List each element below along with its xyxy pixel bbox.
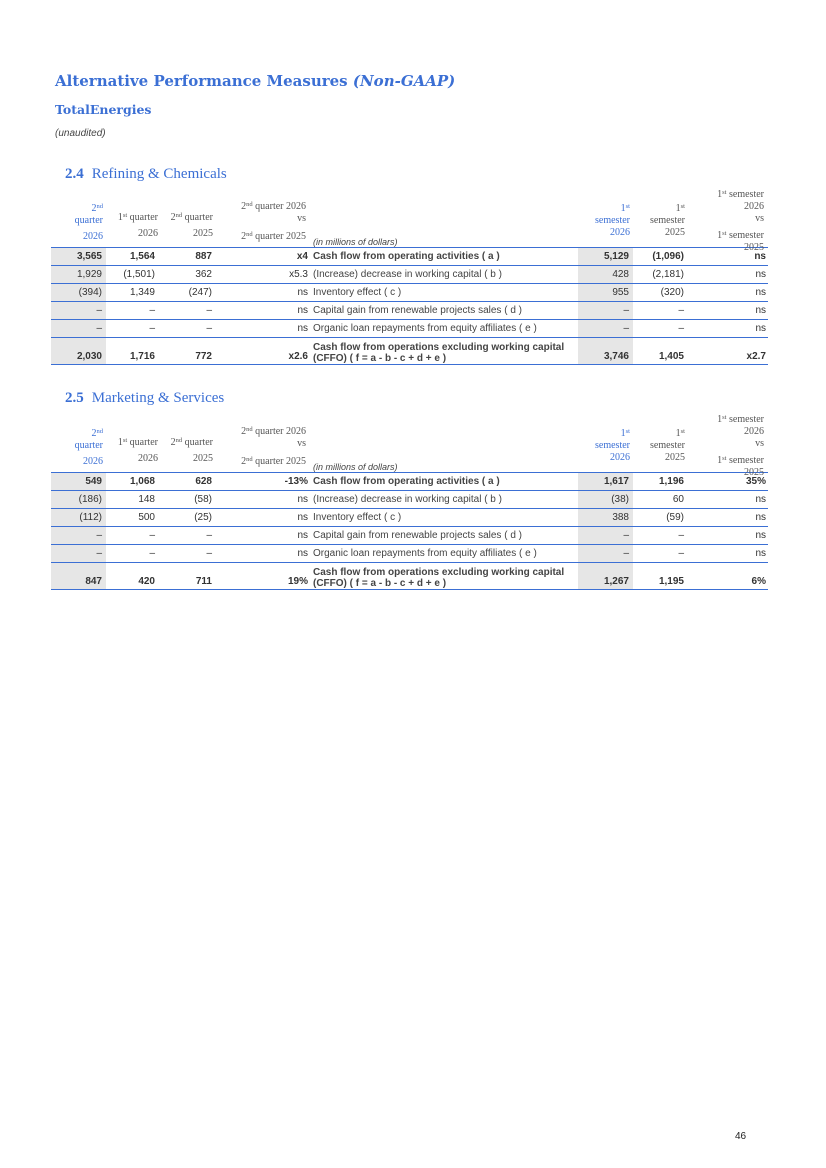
units-label: (in millions of dollars) [313, 237, 398, 247]
section-title [65, 390, 224, 407]
cell-s1-2025: (320) [660, 287, 684, 298]
cell-s1-2025: – [678, 323, 684, 334]
page-title-italic: (Non-GAAP) [352, 72, 456, 90]
cell-semester-variation: ns [755, 269, 766, 280]
table-header [51, 414, 768, 478]
row-label: Organic loan repayments from equity affiliates ( e ) [313, 323, 537, 334]
cell-q1-2026: – [149, 530, 155, 541]
cell-semester-variation: ns [754, 251, 766, 262]
table-row [51, 545, 768, 563]
cell-semester-variation: ns [755, 512, 766, 523]
cell-q1-2026: 420 [138, 576, 155, 587]
cell-semester-variation: ns [755, 548, 766, 559]
cell-s1-2026: 1,617 [578, 473, 633, 490]
table-row [51, 509, 768, 527]
col-quarter-variation-header: 2nd quarter 2026 vs 2nd quarter 2025 [241, 201, 306, 242]
table-row [51, 473, 768, 491]
col-q1-2026-header: 1st quarter 2026 [117, 437, 158, 464]
units-label: (in millions of dollars) [313, 462, 398, 472]
cell-s1-2025: – [678, 530, 684, 541]
row-label: Inventory effect ( c ) [313, 512, 402, 523]
cell-s1-2026: – [578, 545, 633, 562]
cell-q2-2026: 1,929 [51, 266, 106, 283]
cell-q2-2026: (112) [51, 509, 106, 526]
cell-s1-2026: – [578, 302, 633, 319]
row-label: Cash flow from operations excluding working capital (CFFO) ( f = a - b - c + d + e ) [313, 342, 565, 364]
cell-s1-2026: 5,129 [578, 248, 633, 265]
cell-q2-2025: – [206, 323, 212, 334]
cell-q1-2026: – [149, 548, 155, 559]
row-label: Capital gain from renewable projects sales ( d ) [313, 530, 522, 541]
cell-s1-2026: 955 [578, 284, 633, 301]
cell-quarter-variation: x4 [296, 251, 308, 262]
section-name: Refining & Chemicals [91, 166, 227, 182]
cell-q2-2025: – [206, 530, 212, 541]
cell-q2-2026: – [51, 545, 106, 562]
table-row [51, 248, 768, 266]
cell-q1-2026: 148 [138, 494, 155, 505]
col-semester-variation-header: 1st semester 2026 vs 1st semester 2025 [717, 189, 764, 253]
table-row [51, 284, 768, 302]
cell-quarter-variation: 19% [287, 576, 308, 587]
section-name: Marketing & Services [91, 390, 225, 406]
cell-s1-2026: (38) [578, 491, 633, 508]
page-title [55, 72, 455, 90]
section-title [65, 166, 227, 183]
cell-q2-2025: 772 [195, 351, 212, 362]
cell-quarter-variation: x5.3 [289, 269, 308, 280]
cell-semester-variation: ns [755, 287, 766, 298]
section-number: 2.4 [65, 166, 84, 182]
cell-q1-2026: 1,716 [129, 351, 155, 362]
col-q2-2025-header: 2nd quarter 2025 [170, 437, 213, 464]
cell-q1-2026: (1,501) [123, 269, 155, 280]
col-s1-2025-header: 1st semester 2025 [650, 203, 685, 238]
company-name: TotalEnergies [55, 102, 152, 117]
cell-q2-2025: (247) [188, 287, 212, 298]
row-label: (Increase) decrease in working capital ( b ) [313, 269, 502, 280]
table-row [51, 563, 768, 590]
table-row [51, 266, 768, 284]
cell-semester-variation: ns [755, 305, 766, 316]
cell-s1-2026: – [578, 527, 633, 544]
cell-q2-2026: (186) [51, 491, 106, 508]
cell-q2-2026: 2,030 [51, 338, 106, 364]
data-table [51, 189, 768, 365]
row-label: Cash flow from operating activities ( a ) [313, 476, 500, 487]
row-label: Cash flow from operating activities ( a ) [313, 251, 500, 262]
cell-q2-2026: – [51, 302, 106, 319]
col-s1-2026-header: 1st semester 2026 [595, 428, 630, 463]
cell-q2-2026: 847 [51, 563, 106, 589]
row-label: Capital gain from renewable projects sales ( d ) [313, 305, 522, 316]
cell-q1-2026: 1,349 [129, 287, 155, 298]
col-semester-variation-header: 1st semester 2026 vs 1st semester 2025 [717, 414, 764, 478]
cell-s1-2026: 1,267 [578, 563, 633, 589]
cell-s1-2025: 1,405 [658, 351, 684, 362]
table-row [51, 320, 768, 338]
table-row [51, 491, 768, 509]
cell-s1-2026: 3,746 [578, 338, 633, 364]
cell-quarter-variation: ns [297, 548, 308, 559]
cell-s1-2026: – [578, 320, 633, 337]
cell-semester-variation: ns [755, 323, 766, 334]
cell-q1-2026: 1,068 [129, 476, 155, 487]
row-label: Inventory effect ( c ) [313, 287, 402, 298]
cell-q1-2026: – [149, 323, 155, 334]
cell-quarter-variation: ns [297, 512, 308, 523]
cell-s1-2025: 1,195 [658, 576, 684, 587]
col-s1-2026-header: 1st semester 2026 [595, 203, 630, 238]
cell-semester-variation: 35% [745, 476, 766, 487]
col-q1-2026-header: 1st quarter 2026 [117, 212, 158, 239]
cell-semester-variation: 6% [751, 576, 766, 587]
unaudited-note: (unaudited) [55, 128, 106, 139]
cell-q2-2026: 549 [51, 473, 106, 490]
cell-quarter-variation: ns [297, 494, 308, 505]
cell-s1-2025: – [678, 548, 684, 559]
cell-q2-2025: (25) [194, 512, 212, 523]
table-header [51, 189, 768, 253]
cell-s1-2025: – [678, 305, 684, 316]
cell-s1-2026: 388 [578, 509, 633, 526]
cell-quarter-variation: x2.6 [288, 351, 308, 362]
col-q2-2026-header: 2nd quarter 2026 [74, 428, 103, 467]
page-title-text: Alternative Performance Measures [55, 72, 348, 90]
cell-q2-2025: 628 [195, 476, 212, 487]
col-s1-2025-header: 1st semester 2025 [650, 428, 685, 463]
cell-q1-2026: 500 [138, 512, 155, 523]
table-row [51, 527, 768, 545]
col-q2-2026-header: 2nd quarter 2026 [74, 203, 103, 242]
cell-s1-2025: (1,096) [652, 251, 684, 262]
cell-q2-2025: 362 [195, 269, 212, 280]
row-label: Cash flow from operations excluding working capital (CFFO) ( f = a - b - c + d + e ) [313, 567, 565, 589]
cell-q2-2025: (58) [194, 494, 212, 505]
cell-q2-2026: (394) [51, 284, 106, 301]
cell-quarter-variation: -13% [284, 476, 308, 487]
cell-q1-2026: – [149, 305, 155, 316]
cell-s1-2025: 60 [672, 494, 684, 505]
cell-q2-2026: 3,565 [51, 248, 106, 265]
cell-q2-2026: – [51, 527, 106, 544]
cell-q1-2026: 1,564 [129, 251, 155, 262]
cell-s1-2026: 428 [578, 266, 633, 283]
cell-semester-variation: ns [755, 530, 766, 541]
cell-semester-variation: ns [755, 494, 766, 505]
cell-q2-2025: 711 [195, 576, 212, 587]
col-quarter-variation-header: 2nd quarter 2026 vs 2nd quarter 2025 [241, 426, 306, 467]
cell-semester-variation: x2.7 [746, 351, 766, 362]
cell-s1-2025: (59) [666, 512, 684, 523]
row-label: (Increase) decrease in working capital ( b ) [313, 494, 502, 505]
cell-quarter-variation: ns [297, 530, 308, 541]
data-table [51, 414, 768, 590]
cell-s1-2025: (2,181) [652, 269, 684, 280]
table-row [51, 302, 768, 320]
cell-q2-2025: – [206, 548, 212, 559]
cell-q2-2025: 887 [195, 251, 212, 262]
page-number: 46 [735, 1131, 747, 1142]
cell-q2-2026: – [51, 320, 106, 337]
cell-q2-2025: – [206, 305, 212, 316]
cell-quarter-variation: ns [297, 305, 308, 316]
col-q2-2025-header: 2nd quarter 2025 [170, 212, 213, 239]
cell-quarter-variation: ns [297, 287, 308, 298]
cell-quarter-variation: ns [297, 323, 308, 334]
section-number: 2.5 [65, 390, 84, 406]
table-row [51, 338, 768, 365]
row-label: Organic loan repayments from equity affiliates ( e ) [313, 548, 537, 559]
cell-s1-2025: 1,196 [658, 476, 684, 487]
